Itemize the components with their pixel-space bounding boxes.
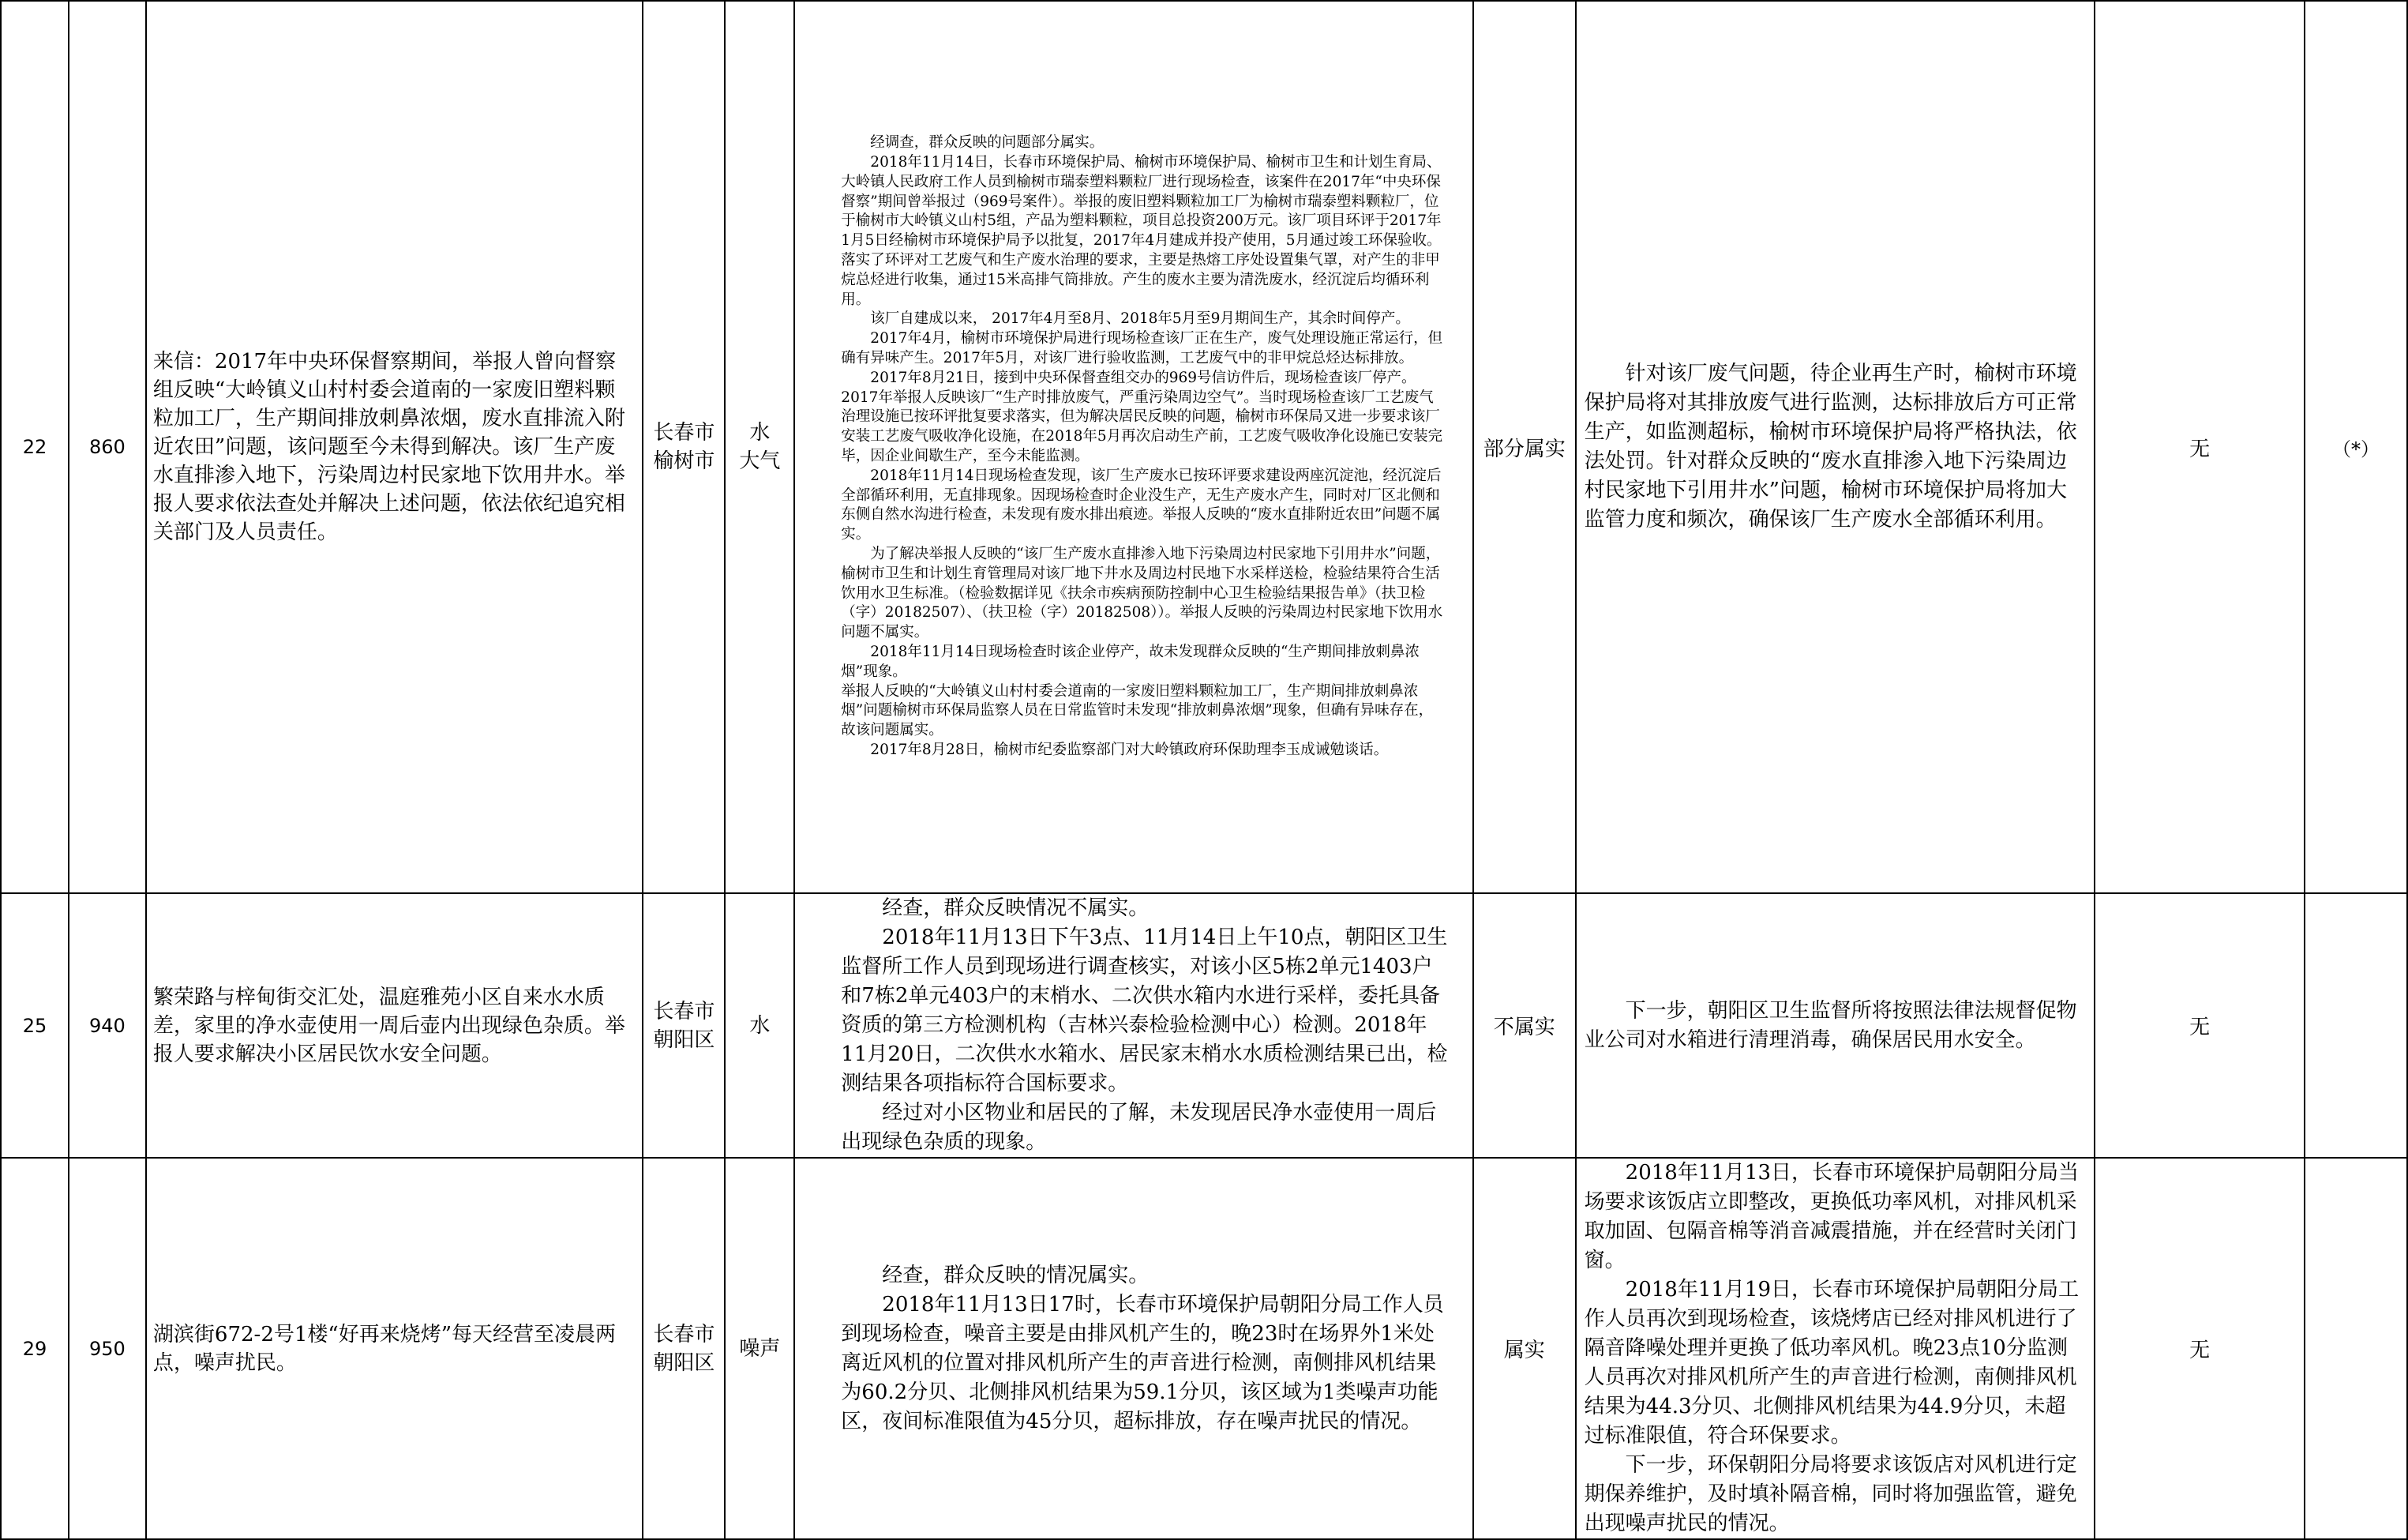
table-row — [1, 893, 2407, 1158]
row-index: 29 — [1, 1158, 69, 1539]
finding-paragraph: 举报人反映的“大岭镇义山村村委会道南的一家废旧塑料颗粒加工厂，生产期间排放刺鼻浓烟”问题榆树市环保局监察人员在日常监管时未发现“排放刺鼻浓烟”现象，但确有异味存在，故该问题属实。 — [841, 682, 1434, 739]
finding-paragraph: 2018年11月13日17时，长春市环境保护局朝阳分局工作人员到现场检查，噪音主要是由排风机产生的，晚23时在场界外1米处离近风机的位置对排风机所产生的声音进行检测，南侧排风机结果为60.2分贝、北侧排风机结果为59.1分贝，该区域为1类噪声功能区，夜间标准限值为45分贝，超标排放，存在噪声扰民的情况。 — [841, 1292, 1444, 1433]
complaint-cell — [146, 1158, 643, 1539]
findings-cell — [794, 893, 1472, 1158]
pollution-type-1: 水 — [749, 1013, 771, 1038]
region-city: 长春市 — [653, 421, 715, 445]
complaint-text: 来信：2017年中央环保督察期间，举报人曾向督察组反映“大岭镇义山村村委会道南的一家废旧塑料颗粒加工厂，生产期间排放刺鼻浓烟，废水直排流入附近农田”问题，该问题至今未得到解决。该厂生产废水直排渗入地下，污染周边村民家地下饮用井水。举报人要求依法查处并解决上述问题，依法依纪追究相关部门及人员责任。 — [152, 350, 625, 544]
table-row — [1, 1, 2407, 893]
action-cell — [1576, 1158, 2095, 1539]
finding-paragraph: 经查，群众反映情况不属实。 — [882, 896, 1150, 920]
region-district: 朝阳区 — [653, 1027, 715, 1052]
region-cell — [643, 893, 725, 1158]
accountability-cell: 无 — [2095, 1, 2305, 893]
action-cell — [1576, 1, 2095, 893]
finding-paragraph: 2018年11月13日下午3点、11月14日上午10点，朝阳区卫生监督所工作人员到现场进行调查核实，对该小区5栋2单元1403户和7栋2单元403户的末梢水、二次供水箱内水进行采样，委托具备资质的第三方检测机构（吉林兴泰检验检测中心）检测。2018年11月20日，二次供水水箱水、居民家末梢水水质检测结果已出，检测结果各项指标符合国标要求。 — [841, 926, 1448, 1095]
finding-paragraph: 2018年11月14日现场检查发现，该厂生产废水已按环评要求建设两座沉淀池，经沉淀后全部循环利用，无直排现象。因现场检查时企业没生产，无生产废水产生，同时对厂区北侧和东侧自然水沟进行检查，未发现有废水排出痕迹。举报人反映的“废水直排附近农田”问题不属实。 — [841, 467, 1442, 543]
finding-paragraph: 经调查，群众反映的问题部分属实。 — [870, 134, 1105, 152]
mark-cell — [2305, 893, 2407, 1158]
mark-cell — [2305, 1158, 2407, 1539]
finding-paragraph: 2018年11月14日现场检查时该企业停产，故未发现群众反映的“生产期间排放刺鼻浓烟”现象。 — [841, 643, 1420, 680]
complaint-text: 繁荣路与梓甸街交汇处，温庭雅苑小区自来水水质差，家里的净水壶使用一周后壶内出现绿色杂质。举报人要求解决小区居民饮水安全问题。 — [152, 985, 625, 1066]
finding-paragraph: 2017年8月21日，接到中央环保督查组交办的969号信访件后，现场检查该厂停产。2017年举报人反映该厂“生产时排放废气，严重污染周边空气”。当时现场检查该厂工艺废气治理设施已按环评批复要求落实，但为解决居民反映的问题，榆树市环保局又进一步要求该厂安装工艺废气吸收净化设施，在2018年5月再次启动生产前，工艺废气吸收净化设施已安装完毕，因企业间歇生产，至今未能监测。 — [841, 369, 1443, 464]
action-text: 针对该厂废气问题，待企业再生产时，榆树市环境保护局将对其排放废气进行监测，达标排放后方可正常生产，如监测超标，榆树市环境保护局将严格执法，依法处罚。针对群众反映的“废水直排渗入地下污染周边村民家地下引用井水”问题，榆树市环境保护局将加大监管力度和频次，确保该厂生产废水全部循环利用。 — [1584, 362, 2077, 531]
region-cell — [643, 1, 725, 893]
findings-cell — [794, 1, 1472, 893]
action-paragraph: 下一步，环保朝阳分局将要求该饭店对风机进行定期保养维护，及时填补隔音棉，同时将加强监管，避免出现噪声扰民的情况。 — [1584, 1453, 2077, 1535]
pollution-type-2: 大气 — [739, 449, 781, 473]
findings-cell — [794, 1158, 1472, 1539]
complaint-cell — [146, 893, 643, 1158]
mark-cell: （*） — [2305, 1, 2407, 893]
finding-paragraph: 经查，群众反映的情况属实。 — [882, 1263, 1150, 1287]
pollution-type-cell — [725, 1, 794, 893]
region-city: 长春市 — [653, 1322, 715, 1347]
region-cell — [643, 1158, 725, 1539]
complaint-cell — [146, 1, 643, 893]
finding-paragraph: 为了解决举报人反映的“该厂生产废水直排渗入地下污染周边村民家地下引用井水”问题，榆树市卫生和计划生育管理局对该厂地下井水及周边村民地下水采样送检，检验结果符合生活饮用水卫生标准。（检验数据详见《扶余市疾病预防控制中心卫生检验结果报告单》（扶卫检（字）20182507）、（扶卫检（字）20182508））。举报人反映的污染周边村民家地下饮用水问题不属实。 — [841, 545, 1443, 641]
action-paragraph: 2018年11月19日，长春市环境保护局朝阳分局工作人员再次到现场检查，该烧烤店已经对排风机进行了隔音降噪处理并更换了低功率风机。晚23点10分监测人员再次对排风机所产生的声音进行检测，南侧排风机结果为44.3分贝、北侧排风机结果为44.9分贝，未超过标准限值，符合环保要求。 — [1584, 1278, 2079, 1448]
action-text: 下一步，朝阳区卫生监督所将按照法律法规督促物业公司对水箱进行清理消毒，确保居民用水安全。 — [1584, 998, 2077, 1052]
finding-paragraph: 2017年4月，榆树市环境保护局进行现场检查该厂正在生产，废气处理设施正常运行，但确有异味产生。2017年5月，对该厂进行验收监测，工艺废气中的非甲烷总烃达标排放。 — [841, 330, 1443, 367]
case-number: 860 — [69, 1, 146, 893]
verdict-cell: 不属实 — [1473, 893, 1576, 1158]
case-number: 940 — [69, 893, 146, 1158]
case-number: 950 — [69, 1158, 146, 1539]
verdict-cell: 部分属实 — [1473, 1, 1576, 893]
region-district: 榆树市 — [653, 449, 715, 473]
complaint-text: 湖滨街672-2号1楼“好再来烧烤”每天经营至凌晨两点，噪声扰民。 — [152, 1322, 616, 1375]
table-row — [1, 1158, 2407, 1539]
action-cell — [1576, 893, 2095, 1158]
pollution-type-cell — [725, 1158, 794, 1539]
region-district: 朝阳区 — [653, 1350, 715, 1375]
finding-paragraph: 2017年8月28日，榆树市纪委监察部门对大岭镇政府环保助理李玉成诫勉谈话。 — [870, 741, 1389, 758]
pollution-type-cell — [725, 893, 794, 1158]
row-index: 25 — [1, 893, 69, 1158]
region-city: 长春市 — [653, 999, 715, 1024]
finding-paragraph: 经过对小区物业和居民的了解，未发现居民净水壶使用一周后出现绿色杂质的现象。 — [841, 1101, 1437, 1154]
verdict-cell: 属实 — [1473, 1158, 1576, 1539]
accountability-cell: 无 — [2095, 893, 2305, 1158]
action-paragraph: 2018年11月13日，长春市环境保护局朝阳分局当场要求该饭店立即整改，更换低功率风机，对排风机采取加固、包隔音棉等消音减震措施，并在经营时关闭门窗。 — [1584, 1161, 2079, 1272]
pollution-type-1: 噪声 — [739, 1336, 781, 1361]
finding-paragraph: 2018年11月14日，长春市环境保护局、榆树市环境保护局、榆树市卫生和计划生育局、大岭镇人民政府工作人员到榆树市瑞泰塑料颗粒厂进行现场检查，该案件在2017年“中央环保督察”期间曾举报过（969号案件）。举报的废旧塑料颗粒加工厂为榆树市瑞泰塑料颗粒厂，位于榆树市大岭镇义山村5组，产品为塑料颗粒，项目总投资200万元。该厂项目环评于2017年1月5日经榆树市环境保护局予以批复，2017年4月建成并投产使用，5月通过竣工环保验收。落实了环评对工艺废气和生产废水治理的要求，主要是热熔工序处设置集气罩，对产生的非甲烷总烃进行收集，通过15米高排气筒排放。产生的废水主要为清洗废水，经沉淀后均循环利用。 — [841, 154, 1442, 308]
pollution-type-1: 水 — [749, 421, 771, 445]
finding-paragraph: 该厂自建成以来， 2017年4月至8月、2018年5月至9月期间生产，其余时间停产。 — [870, 310, 1410, 328]
row-index: 22 — [1, 1, 69, 893]
accountability-cell: 无 — [2095, 1158, 2305, 1539]
